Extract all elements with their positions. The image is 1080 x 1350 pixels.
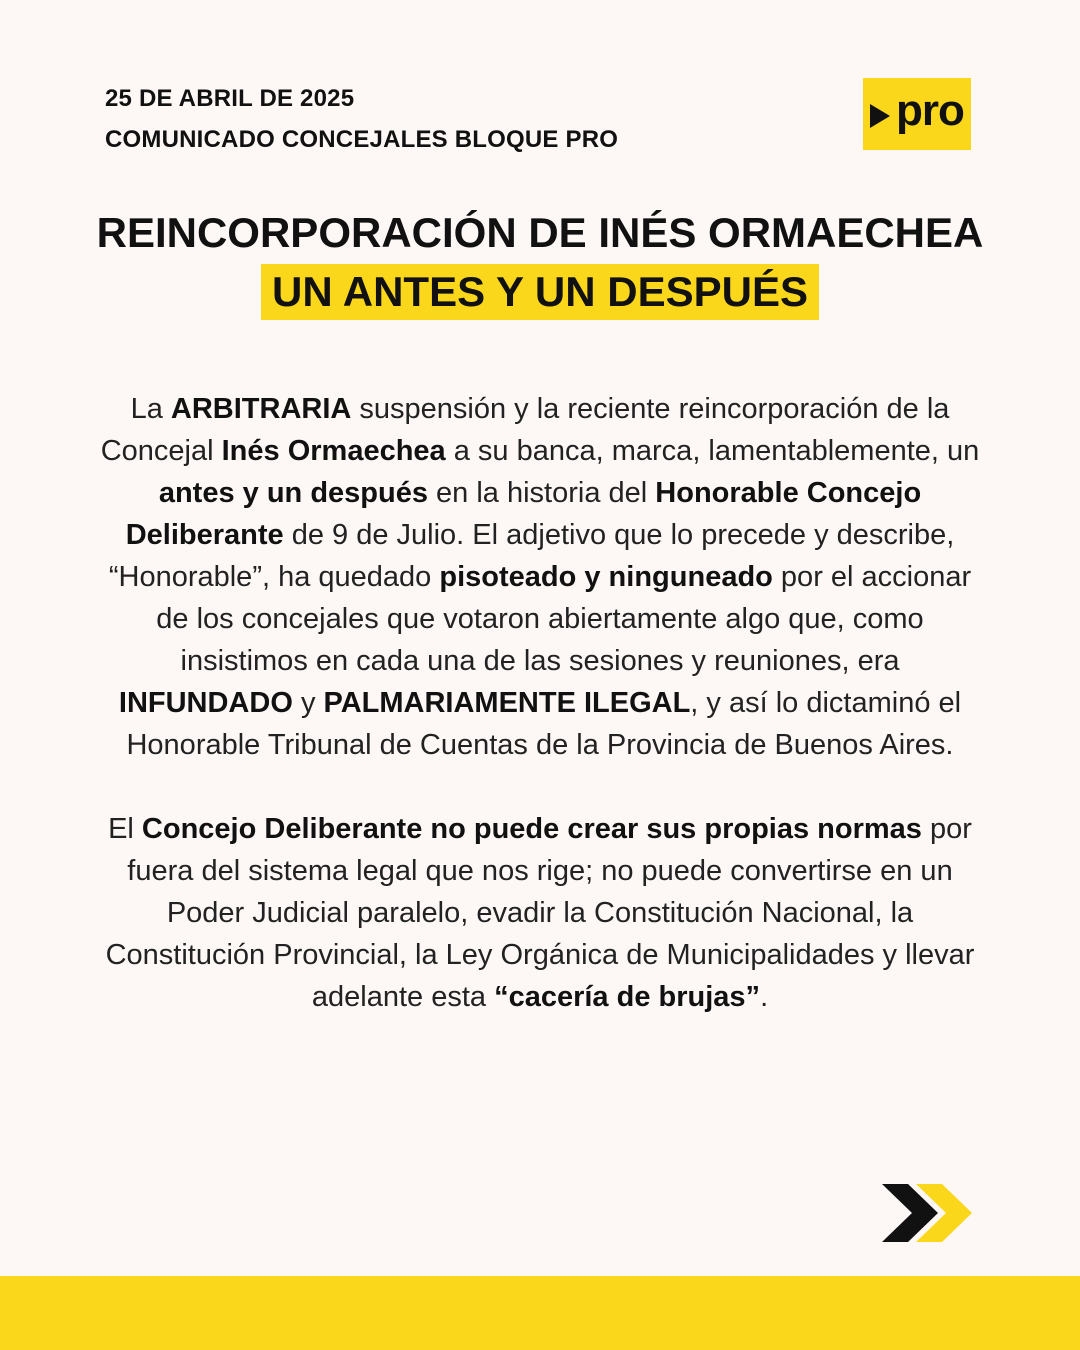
bold-span: INFUNDADO [118,687,293,719]
text-span: . [760,981,769,1013]
text-span: El [108,813,142,845]
logo-text: pro [896,86,964,135]
body-text [100,388,980,1018]
text-span: por fuera del sistema legal que nos rige; no puede convertirse en un Poder Judicial paralelo, evadir la Constitución Nacional, la Constitución Provincial, la Ley Orgánica de Municipalidades y llevar adelante esta [105,813,975,1013]
paragraph-1 [100,388,980,766]
pro-logo [863,78,971,150]
bold-span: Concejo Deliberante no puede crear sus propias normas [141,813,922,845]
bottom-accent-bar [0,1276,1080,1350]
bold-span: ARBITRARIA [170,393,352,425]
paragraph-2 [100,808,980,1018]
text-span: La [130,393,171,425]
text-span: en la historia del [427,477,656,509]
page-title [0,204,1080,320]
text-span: de 9 de Julio. El adjetivo que lo precede y describe, “Honorable”, ha quedado [108,519,955,593]
bold-span: “cacería de brujas” [494,981,761,1013]
text-span: a su banca, marca, lamentablemente, un [445,435,980,467]
bold-span: antes y un después [158,477,428,509]
bold-span: PALMARIAMENTE ILEGAL [323,687,691,719]
bold-span: Honorable Concejo Deliberante [125,477,922,551]
bold-span: Inés Ormaechea [221,435,446,467]
text-span: suspensión y la reciente reincorporación de la Concejal [100,393,950,467]
play-icon [870,104,890,128]
double-chevron-right-icon [880,1182,974,1249]
text-span: y [292,687,324,719]
title-highlight: UN ANTES Y UN DESPUÉS [261,264,819,320]
title-line-1: REINCORPORACIÓN DE INÉS ORMAECHEA [96,209,984,256]
date-label: 25 DE ABRIL DE 2025 [105,85,355,112]
bold-span: pisoteado y ninguneado [439,561,773,593]
header [105,78,618,160]
text-span: por el accionar de los concejales que votaron abiertamente algo que, como insistimos en cada una de las sesiones y reuniones, era [156,561,972,677]
header-subtitle: COMUNICADO CONCEJALES BLOQUE PRO [105,126,619,153]
text-span: , y así lo dictaminó el Honorable Tribunal de Cuentas de la Provincia de Buenos Aires. [126,687,962,761]
